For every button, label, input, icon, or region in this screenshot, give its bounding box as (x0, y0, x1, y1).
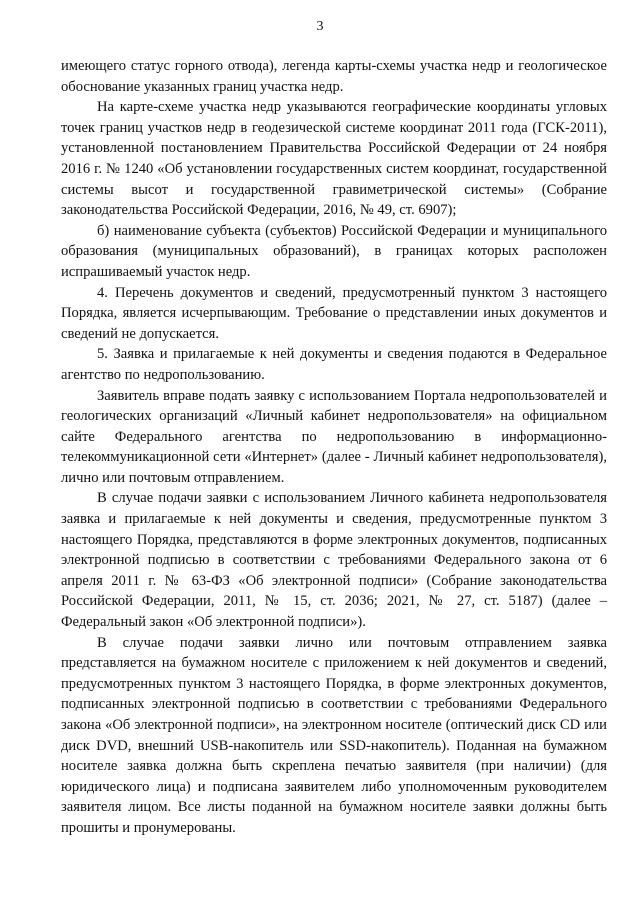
document-body (61, 56, 607, 839)
paragraph-paper-submission: В случае подачи заявки лично или почтовым отправлением заявка представляется на бумажном носителе с приложением к ней документов и сведений, предусмотренных пунктом 3 настоящего Порядка, в форме электронных документов, подписанных электронной подписью в соответствии с требованиями Федерального закона «Об электронной подписи», на электронном носителе (оптический диск CD или диск DVD, внешний USB-накопитель или SSD-накопитель). Поданная на бумажном носителе заявка должна быть скреплена печатью заявителя (при наличии) (для юридического лица) и подписана заявителем либо уполномоченным руководителем заявителя лицом. Все листы поданной на бумажном носителе заявки должны быть прошиты и пронумерованы. (61, 634, 607, 836)
page-number: 3 (316, 19, 324, 34)
paragraph-electronic-submission: В случае подачи заявки с использованием Личного кабинета недропользователя заявка и прилагаемые к ней документы и сведения, предусмотренные пунктом 3 настоящего Порядка, представляются в форме электронных документов, подписанных электронной подписью в соответствии с требованиями Федерального закона от 6 апреля 2011 г. № 63-ФЗ «Об электронной подписи» (Собрание законодательства Российской Федерации, 2011, № 15, ст. 2036; 2021, № 27, ст. 5187) (далее – Федеральный закон «Об электронной подписи»). (61, 490, 607, 631)
paragraph-item-b: б) наименование субъекта (субъектов) Российской Федерации и муниципального образования (муниципальных образований), в границах которых расположен испрашиваемый участок недр. (61, 222, 607, 280)
paragraph-submission-methods: Заявитель вправе подать заявку с использованием Портала недропользователей и геологических организаций «Личный кабинет недропользователя» на официальном сайте Федерального агентства по недропользованию в информационно-телекоммуникационной сети «Интернет» (далее - Личный кабинет недропользователя), лично или почтовым отправлением. (61, 387, 607, 486)
paragraph-item-5: 5. Заявка и прилагаемые к ней документы и сведения подаются в Федеральное агентство по недропользованию. (61, 346, 607, 383)
paragraph-item-4: 4. Перечень документов и сведений, предусмотренный пунктом 3 настоящего Порядка, является исчерпывающим. Требование о представлении иных документов и сведений не допускается. (61, 284, 607, 342)
paragraph-map-scheme-coordinates: На карте-схеме участка недр указываются географические координаты угловых точек границ участков недр в геодезической системе координат 2011 года (ГСК-2011), установленной постановлением Правительства Российской Федерации от 24 ноября 2016 г. № 1240 «Об установлении государственных систем координат, государственной системы высот и государственной гравиметрической системы» (Собрание законодательства Российской Федерации, 2016, № 49, ст. 6907); (61, 99, 607, 219)
paragraph-continuation: имеющего статус горного отвода), легенда карты-схемы участка недр и геологическое обоснование указанных границ участка недр. (61, 58, 607, 95)
